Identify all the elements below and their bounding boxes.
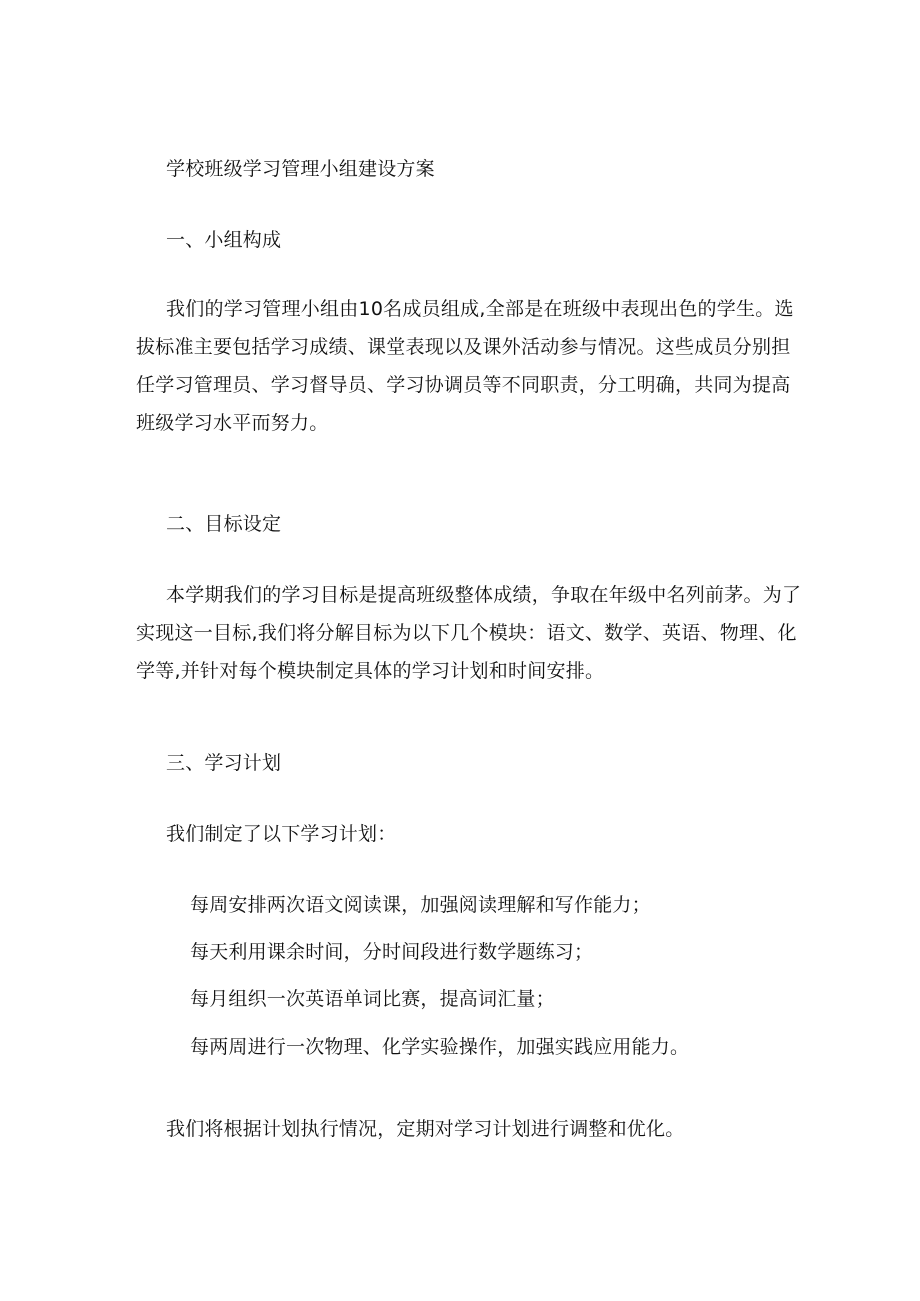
list-item: 每两周进行一次物理、化学实验操作，加强实践应用能力。 xyxy=(190,1036,690,1058)
section-paragraph-goals: 本学期我们的学习目标是提高班级整体成绩，争取在年级中名列前茅。为了实现这一目标,我们将分解目标为以下几个模块：语文、数学、英语、物理、化学等,并针对每个模块制定具体的学习计划和时间安排。 xyxy=(136,584,802,682)
plan-intro: 我们制定了以下学习计划： xyxy=(166,823,397,845)
section-heading-goals: 二、目标设定 xyxy=(166,513,282,535)
document-title: 学校班级学习管理小组建设方案 xyxy=(166,158,435,180)
list-item: 每月组织一次英语单词比赛，提高词汇量； xyxy=(190,988,555,1010)
list-item: 每周安排两次语文阅读课，加强阅读理解和写作能力； xyxy=(190,894,651,916)
section-heading-composition: 一、小组构成 xyxy=(166,229,282,251)
list-item: 每天利用课余时间，分时间段进行数学题练习； xyxy=(190,941,594,963)
plan-closing: 我们将根据计划执行情况，定期对学习计划进行调整和优化。 xyxy=(166,1118,685,1140)
section-heading-plan: 三、学习计划 xyxy=(166,752,282,774)
section-paragraph-composition: 我们的学习管理小组由10名成员组成,全部是在班级中表现出色的学生。选拔标准主要包括学习成绩、课堂表现以及课外活动参与情况。这些成员分别担任学习管理员、学习督导员、学习协调员等不同职责，分工明确，共同为提高班级学习水平而努力。 xyxy=(136,298,794,434)
